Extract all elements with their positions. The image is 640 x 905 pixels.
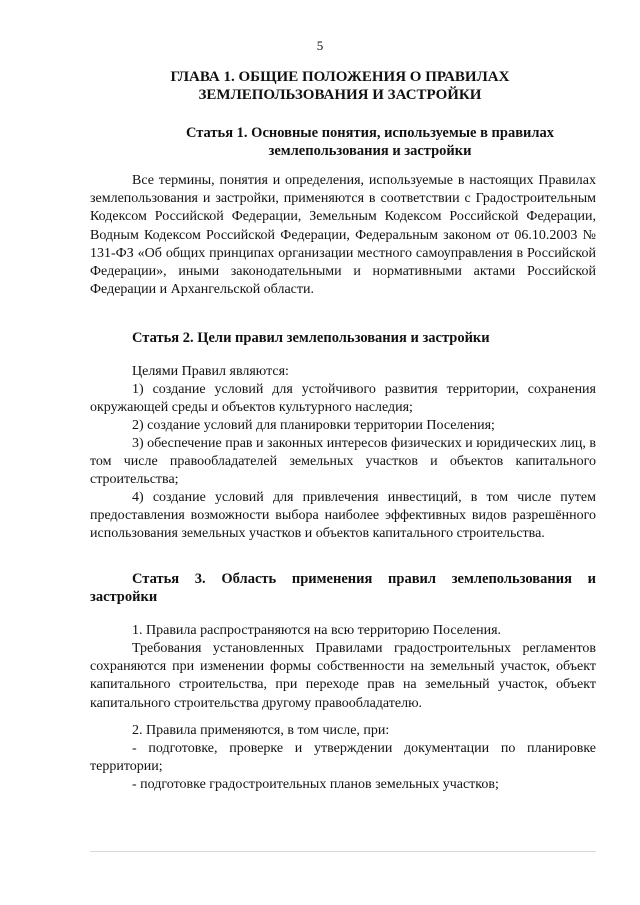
- chapter-title-line-1: ГЛАВА 1. ОБЩИЕ ПОЛОЖЕНИЯ О ПРАВИЛАХ: [170, 69, 510, 85]
- article-1-heading-line-1: Статья 1. Основные понятия, используемые в правилах: [185, 125, 555, 141]
- article-2-item-2: 2) создание условий для планировки территории Поселения;: [132, 418, 495, 433]
- chapter-title: [150, 68, 530, 104]
- article-2-item-3: 3) обеспечение прав и законных интересов физических и юридических лиц, в том числе правообладателей земельных участков и объектов капитального строительства;: [90, 436, 596, 488]
- article-2-heading: Статья 2. Цели правил землепользования и застройки: [132, 330, 490, 346]
- article-3-list-item-2: - подготовке градостроительных планов земельных участков;: [132, 777, 499, 792]
- article-1-heading-line-2: землепользования и застройки: [268, 143, 472, 159]
- article-2-intro: Целями Правил являются:: [132, 364, 289, 379]
- article-3-heading: Статья 3. Область применения правил землепользования и застройки: [90, 571, 596, 605]
- article-2-item-1: 1) создание условий для устойчивого развития территории, сохранения окружающей среды и объектов культурного наследия;: [90, 382, 596, 416]
- article-3-paragraph-2: Требования установленных Правилами градостроительных регламентов сохраняются при изменении формы собственности на земельный участок, объект капитального строительства, при переходе прав на земельный участок, объект капитального строительства другому правообладателю.: [90, 641, 596, 711]
- article-2-item-4: 4) создание условий для привлечения инвестиций, в том числе путем предоставления возможности выбора наиболее эффективных видов разрешённого использования земельных участков и объектов капитального строительства.: [90, 490, 596, 542]
- article-1-heading: [90, 124, 596, 160]
- page-number: 5: [316, 38, 324, 53]
- article-3-paragraph-1: 1. Правила распространяются на всю территорию Поселения.: [132, 623, 502, 638]
- article-3-paragraph-3: 2. Правила применяются, в том числе, при:: [132, 723, 390, 738]
- article-1-paragraph: Все термины, понятия и определения, используемые в настоящих Правилах землепользования и застройки, применяются в соответствии с Градостроительным Кодексом Российской Федерации, Земельным Кодексом Российской Федерации, Водным Кодексом Российской Федерации, Федеральным законом от 06.10.2003 № 131-ФЗ «Об общих принципах организации местного самоуправления в Российской Федерации», иными законодательными и нормативными актами Российской Федерации и Архангельской области.: [90, 173, 596, 298]
- footer-divider: [90, 851, 596, 852]
- article-3-list-item-1: - подготовке, проверке и утверждении документации по планировке территории;: [90, 741, 596, 775]
- chapter-title-line-2: ЗЕМЛЕПОЛЬЗОВАНИЯ И ЗАСТРОЙКИ: [198, 87, 482, 103]
